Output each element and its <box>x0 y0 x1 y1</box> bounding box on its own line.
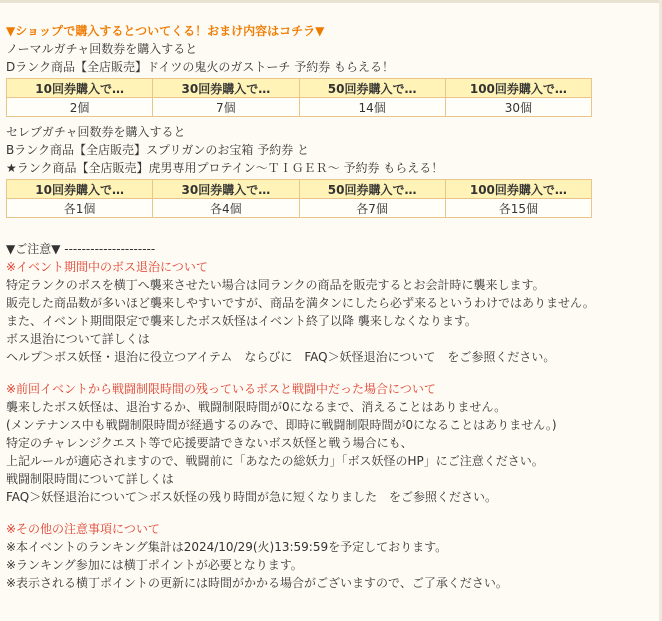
table-header: 100回券購入で… <box>445 79 591 98</box>
note-line: 上記ルールが適応されますので、戦闘前に「あなたの総妖力」「ボス妖怪のHP」にご注意ください。 <box>6 454 544 468</box>
note-line: ※ランキング参加には横丁ポイントが必要となります。 <box>6 558 303 572</box>
note-line: 特定のチャレンジクエスト等で応援要請できないボス妖怪と戦う場合にも、 <box>6 436 413 450</box>
table-row <box>7 98 592 117</box>
table-header-row <box>7 180 592 199</box>
normal-bonus-table <box>6 78 592 117</box>
table-header: 30回券購入で… <box>153 180 299 199</box>
previous-event-boss-note-title: ※前回イベントから戦闘制限時間の残っているボスと戦闘中だった場合について <box>6 382 436 396</box>
shop-bonus-heading: ▼ショップで購入するとついてくる！おまけ内容はコチラ▼ <box>6 24 325 38</box>
note-line: (メンテナンス中も戦闘制限時間が経過するのみで、即時に戦闘制限時間が0になることはありません。) <box>6 418 557 432</box>
table-row <box>7 199 592 218</box>
table-header: 50回券購入で… <box>299 180 445 199</box>
table-cell: 各15個 <box>445 199 591 218</box>
note-line: 販売した商品数が多いほど襲来しやすいですが、商品を満タンにしたら必ず来るというわけではありません。 <box>6 296 595 310</box>
celeb-gacha-line1: セレブガチャ回数券を購入すると <box>6 125 186 139</box>
table-cell: 30個 <box>445 98 591 117</box>
note-line: 戦闘制限時間について詳しくは <box>6 472 174 486</box>
note-line: ヘルプ＞ボス妖怪・退治に役立つアイテム ならびに FAQ＞妖怪退治について をご参照ください。 <box>6 350 556 364</box>
note-line: FAQ＞妖怪退治について＞ボス妖怪の残り時間が急に短くなりました をご参照ください。 <box>6 490 498 504</box>
boss-event-note-title: ※イベント期間中のボス退治について <box>6 260 208 274</box>
note-line: また、イベント期間限定で襲来したボス妖怪はイベント終了以降 襲来しなくなります。 <box>6 314 477 328</box>
table-cell: 各1個 <box>7 199 153 218</box>
note-line: 特定ランクのボスを横丁へ襲来させたい場合は同ランクの商品を販売するとお会計時に襲来します。 <box>6 278 545 292</box>
other-notes-title: ※その他の注意事項について <box>6 522 160 536</box>
normal-gacha-line1: ノーマルガチャ回数券を購入すると <box>6 42 198 56</box>
table-header: 10回券購入で… <box>7 79 153 98</box>
normal-gacha-line2: Dランク商品【全店販売】ドイツの鬼火のガストーチ 予約券 もらえる！ <box>6 60 395 74</box>
table-header: 10回券購入で… <box>7 180 153 199</box>
celeb-bonus-table <box>6 179 592 218</box>
celeb-gacha-line2: Bランク商品【全店販売】スプリガンのお宝箱 予約券 と <box>6 143 310 157</box>
top-border <box>0 0 662 3</box>
table-header: 30回券購入で… <box>153 79 299 98</box>
note-line: ※本イベントのランキング集計は2024/10/29(火)13:59:59を予定しております。 <box>6 540 448 554</box>
content <box>6 22 595 592</box>
notes-heading: ▼ご注意▼ --------------------- <box>6 242 156 256</box>
table-cell: 2個 <box>7 98 153 117</box>
table-cell: 各4個 <box>153 199 299 218</box>
table-cell: 7個 <box>153 98 299 117</box>
table-header-row <box>7 79 592 98</box>
celeb-gacha-line3: ★ランク商品【全店販売】虎男専用プロテイン～ＴＩＧＥＲ～ 予約券 もらえる！ <box>6 161 444 175</box>
note-line: 襲来したボス妖怪は、退治するか、戦闘制限時間が0になるまで、消えることはありません。 <box>6 400 507 414</box>
table-cell: 各7個 <box>299 199 445 218</box>
table-header: 50回券購入で… <box>299 79 445 98</box>
table-cell: 14個 <box>299 98 445 117</box>
note-line: ※表示される横丁ポイントの更新には時間がかかる場合がございますので、ご了承ください。 <box>6 576 508 590</box>
table-header: 100回券購入で… <box>445 180 591 199</box>
note-line: ボス退治について詳しくは <box>6 332 150 346</box>
